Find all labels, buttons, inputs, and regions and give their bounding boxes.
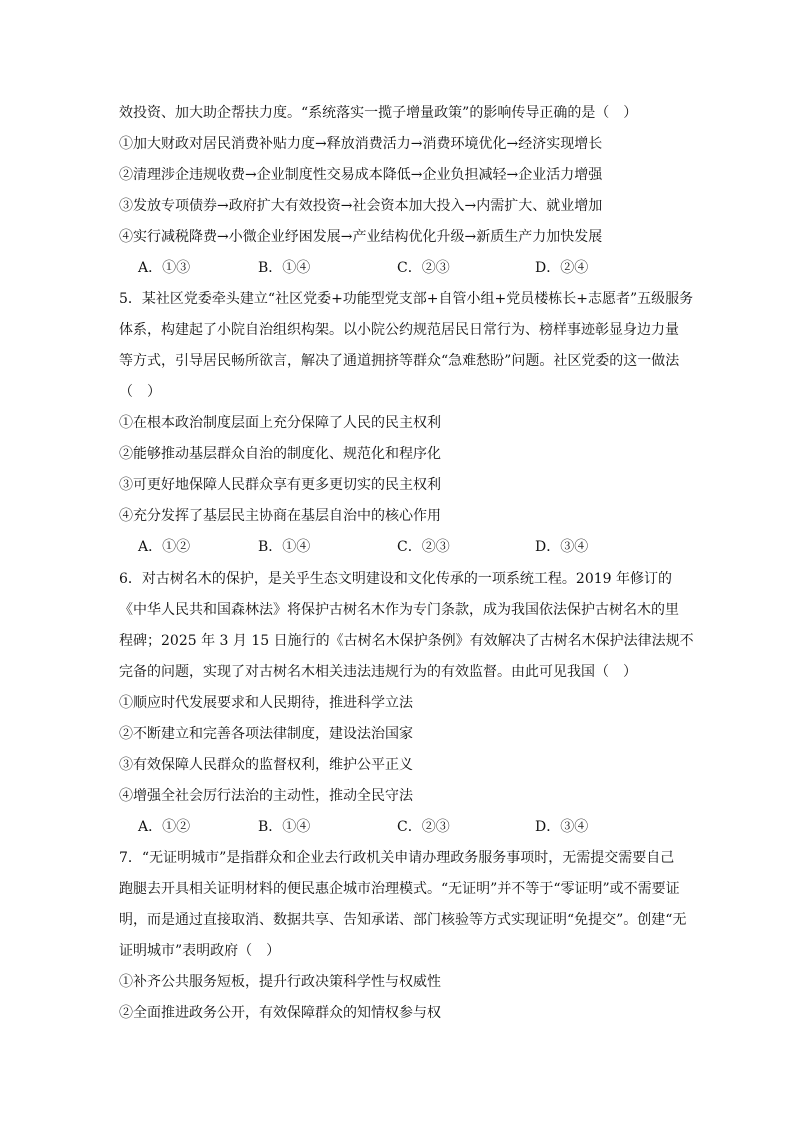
q4-options <box>138 258 658 278</box>
q6-option-b[interactable]: B．①④ <box>258 819 311 835</box>
q7-item-2: ②全面推进政务公开，有效保障群众的知情权参与权 <box>119 1005 441 1021</box>
q6-option-a[interactable]: A．①② <box>138 819 191 835</box>
q5-item-3: ③可更好地保障人民群众享有更多更切实的民主权利 <box>119 477 441 493</box>
q6-option-c[interactable]: C．②③ <box>397 819 450 835</box>
q4-item-4: ④实行减税降费→小微企业纾困发展→产业结构优化升级→新质生产力加快发展 <box>119 229 603 245</box>
q5-option-b[interactable]: B．①④ <box>258 539 311 555</box>
q7-item-1: ①补齐公共服务短板，提升行政决策科学性与权威性 <box>119 974 441 990</box>
q5-item-1: ①在根本政治制度层面上充分保障了人民的民主权利 <box>119 415 441 431</box>
q6-item-4: ④增强全社会厉行法治的主动性，推动全民守法 <box>119 788 413 804</box>
q5-item-4: ④充分发挥了基层民主协商在基层自治中的核心作用 <box>119 508 441 524</box>
q6-option-d[interactable]: D．③④ <box>535 819 589 835</box>
q5-stem-line-1: 5．某社区党委牵头建立“社区党委+功能型党支部+自管小组+党员楼栋长+志愿者”五级服务 <box>119 291 694 307</box>
q5-options <box>138 537 658 557</box>
q6-stem-line-3: 程碑；2025 年 3 月 15 日施行的《古树名木保护条例》有效解决了古树名木保护法律法规不 <box>119 633 694 649</box>
q5-stem-line-4: （ ） <box>119 384 161 400</box>
q5-option-c[interactable]: C．②③ <box>397 539 450 555</box>
q4-item-3: ③发放专项债券→政府扩大有效投资→社会资本加大投入→内需扩大、就业增加 <box>119 198 603 214</box>
q4-option-a[interactable]: A．①③ <box>138 260 191 276</box>
q4-item-1: ①加大财政对居民消费补贴力度→释放消费活力→消费环境优化→经济实现增长 <box>119 136 603 152</box>
q5-stem-line-2: 体系，构建起了小院自治组织构架。以小院公约规范居民日常行为、榜样事迹彰显身边力量 <box>119 322 679 338</box>
q7-stem-line-2: 跑腿去开具相关证明材料的便民惠企城市治理模式。“无证明”并不等于“零证明”或不需要证 <box>119 881 680 897</box>
q4-stem-tail: 效投资、加大助企帮扶力度。“系统落实一揽子增量政策”的影响传导正确的是（ ） <box>119 105 638 121</box>
q5-item-2: ②能够推动基层群众自治的制度化、规范化和程序化 <box>119 446 441 462</box>
q6-item-1: ①顺应时代发展要求和人民期待，推进科学立法 <box>119 695 413 711</box>
q6-stem-line-2: 《中华人民共和国森林法》将保护古树名木作为专门条款，成为我国依法保护古树名木的里 <box>119 602 679 618</box>
q4-item-2: ②清理涉企违规收费→企业制度性交易成本降低→企业负担减轻→企业活力增强 <box>119 167 603 183</box>
q4-option-d[interactable]: D．②④ <box>535 260 589 276</box>
q5-option-a[interactable]: A．①② <box>138 539 191 555</box>
q7-stem-line-4: 证明城市”表明政府（ ） <box>119 943 281 959</box>
q7-stem-line-1: 7．“无证明城市”是指群众和企业去行政机关申请办理政务服务事项时，无需提交需要自己 <box>119 850 675 866</box>
q7-stem-line-3: 明，而是通过直接取消、数据共享、告知承诺、部门核验等方式实现证明“免提交”。创建“无 <box>119 912 687 928</box>
q6-item-2: ②不断建立和完善各项法律制度，建设法治国家 <box>119 726 413 742</box>
q5-option-d[interactable]: D．③④ <box>535 539 589 555</box>
q5-stem-line-3: 等方式，引导居民畅所欲言，解决了通道拥挤等群众“急难愁盼”问题。社区党委的这一做法 <box>119 353 680 369</box>
q6-options <box>138 817 658 837</box>
q4-option-b[interactable]: B．①④ <box>258 260 311 276</box>
q4-option-c[interactable]: C．②③ <box>397 260 450 276</box>
q6-stem-line-4: 完备的问题，实现了对古树名木相关违法违规行为的有效监督。由此可见我国（ ） <box>119 664 637 680</box>
q6-item-3: ③有效保障人民群众的监督权利，维护公平正义 <box>119 757 413 773</box>
q6-stem-line-1: 6．对古树名木的保护，是关乎生态文明建设和文化传承的一项系统工程。2019 年修订的 <box>119 571 672 587</box>
